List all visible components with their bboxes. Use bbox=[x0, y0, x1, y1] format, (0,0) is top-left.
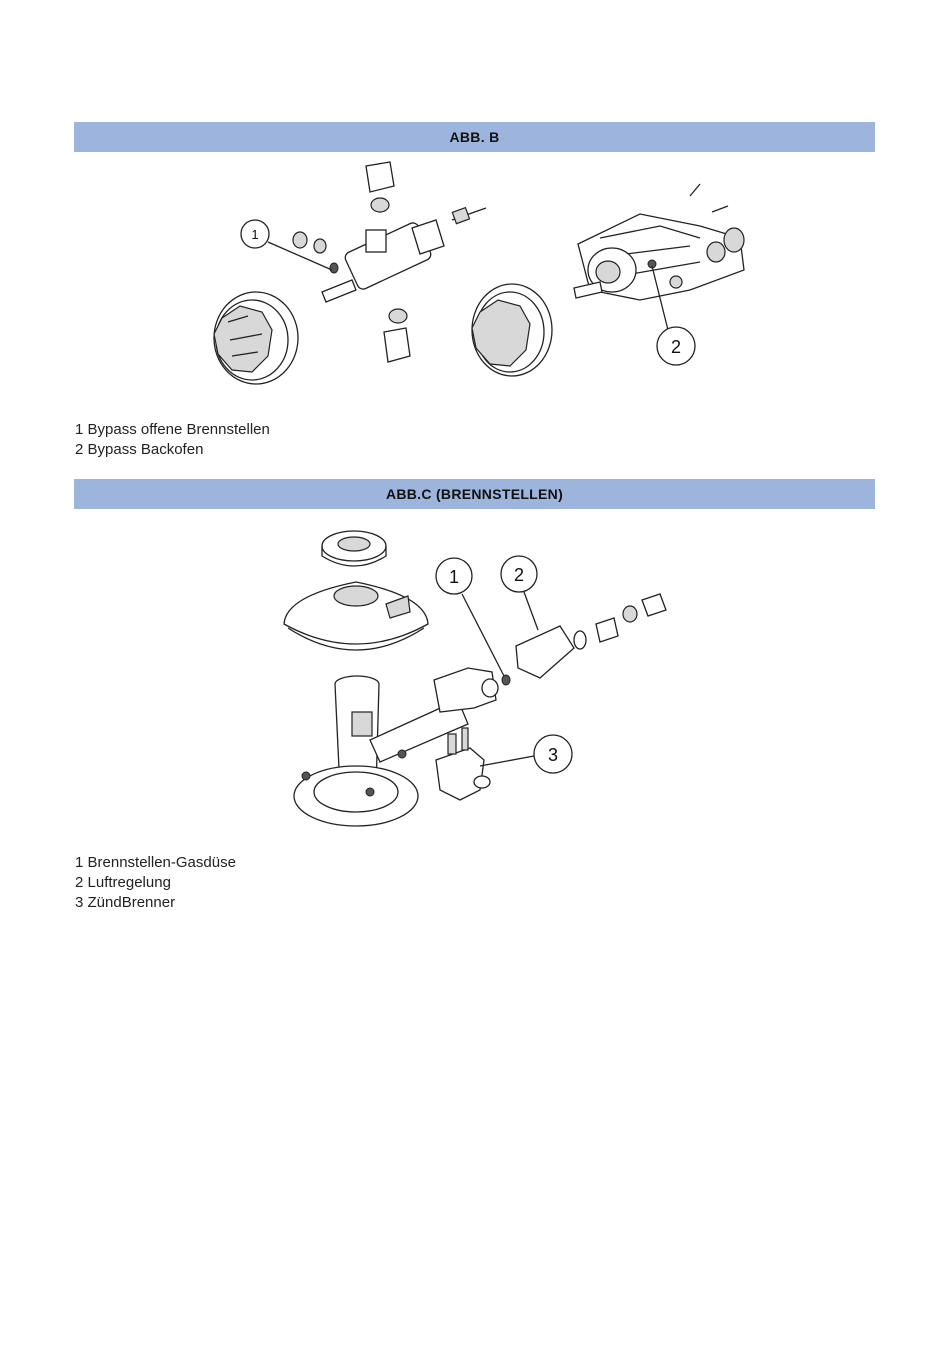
figure-c-title: ABB.C (BRENNSTELLEN) bbox=[74, 479, 875, 509]
oven-valve-drawing bbox=[574, 184, 744, 300]
legend-item: 2 Bypass Backofen bbox=[75, 441, 204, 458]
air-regulator-drawing bbox=[502, 594, 666, 685]
knob-right-drawing bbox=[472, 284, 552, 376]
callout-b1-label: 1 bbox=[251, 227, 259, 242]
valve-assembly-drawing bbox=[293, 162, 486, 362]
callout-b2-label: 2 bbox=[670, 337, 682, 357]
knob-left-drawing bbox=[214, 292, 298, 384]
burner-cap-drawing bbox=[322, 531, 386, 566]
legend-item: 3 ZündBrenner bbox=[75, 894, 176, 911]
legend-item: 1 Bypass offene Brennstellen bbox=[75, 421, 270, 438]
burner-head-drawing bbox=[284, 582, 428, 650]
callout-c2-label: 2 bbox=[513, 565, 525, 585]
pilot-assembly-drawing bbox=[436, 728, 490, 800]
callout-c3-label: 3 bbox=[547, 745, 559, 765]
legend-item: 1 Brennstellen-Gasdüse bbox=[75, 854, 236, 871]
figure-b-legend bbox=[75, 420, 270, 460]
figure-c-legend bbox=[75, 853, 236, 913]
legend-item: 2 Luftregelung bbox=[75, 874, 171, 891]
figure-b-title: ABB. B bbox=[74, 122, 875, 152]
callout-c1-label: 1 bbox=[448, 567, 460, 587]
